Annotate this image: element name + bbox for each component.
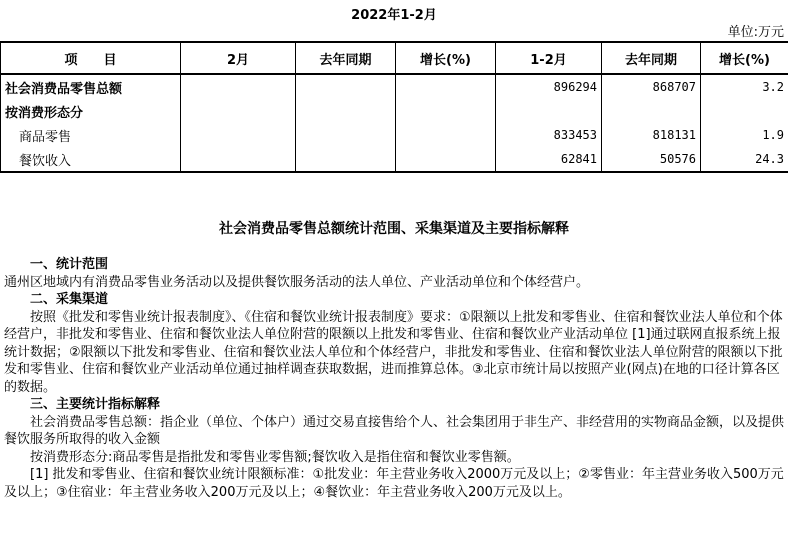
row-feb-growth — [396, 147, 496, 172]
row-ytd — [496, 99, 602, 123]
row-ytd-growth: 3.2 — [701, 74, 788, 99]
row-feb-growth — [396, 74, 496, 99]
header-feb: 2月 — [181, 42, 296, 74]
row-ytd-prev: 868707 — [602, 74, 701, 99]
section-heading-scope: 一、统计范围 — [30, 257, 109, 272]
header-ytd-growth: 增长(%) — [701, 42, 788, 74]
row-ytd-prev — [602, 99, 701, 123]
row-feb-growth — [396, 99, 496, 123]
header-feb-growth: 增长(%) — [396, 42, 496, 74]
section-text-channels: 按照《批发和零售业统计报表制度》、《住宿和餐饮业统计报表制度》要求：①限额以上批发和零售业、住宿和餐饮业法人单位和个体经营户，非批发和零售业、住宿和餐饮业法人单位附营的限额以上批发和零售业、住宿和餐饮业产业活动单位 [1]通过联网直报系统上报统计数据；②限额以下批发和零售业、住宿和餐饮业法人单位和个体经营户，非批发和零售业、住宿和餐饮业法人单位附营的限额以下批发和零售业、住宿和餐饮业产业活动单位通过抽样调查获取数据，进而推算总体。③北京市统计局以按照产业(网点)在地的口径计算各区的数据。 — [4, 309, 783, 395]
row-feb — [181, 147, 296, 172]
section-heading-indicators: 三、主要统计指标解释 — [30, 397, 161, 412]
section-text-total-definition: 社会消费品零售总额：指企业（单位、个体户）通过交易直接售给个人、社会集团用于非生产、非经营用的实物商品金额，以及提供餐饮服务所取得的收入金额 — [4, 414, 785, 447]
row-ytd-prev: 50576 — [602, 147, 701, 172]
table-header-row — [1, 42, 788, 74]
header-ytd: 1-2月 — [496, 42, 602, 74]
row-feb-growth — [396, 123, 496, 147]
row-ytd-growth: 24.3 — [701, 147, 788, 172]
row-ytd: 896294 — [496, 74, 602, 99]
table-row — [1, 74, 788, 99]
row-item: 社会消费品零售总额 — [1, 74, 181, 99]
table-row — [1, 99, 788, 123]
row-ytd: 62841 — [496, 147, 602, 172]
row-feb-prev — [296, 147, 396, 172]
row-feb — [181, 74, 296, 99]
section-text-consumption-form: 按消费形态分:商品零售是指批发和零售业零售额;餐饮收入是指住宿和餐饮业零售额。 — [30, 449, 520, 465]
explanation-body — [4, 256, 784, 501]
row-feb — [181, 99, 296, 123]
row-ytd-prev: 818131 — [602, 123, 701, 147]
row-ytd-growth — [701, 99, 788, 123]
table-row — [1, 147, 788, 172]
header-ytd-prev: 去年同期 — [602, 42, 701, 74]
row-item: 按消费形态分 — [1, 99, 181, 123]
section-text-footnote: [1] 批发和零售业、住宿和餐饮业统计限额标准：①批发业：年主营业务收入2000万元及以上；②零售业：年主营业务收入500万元及以上；③住宿业：年主营业务收入200万元及以上；④餐饮业：年主营业务收入200万元及以上。 — [4, 467, 784, 500]
header-feb-prev: 去年同期 — [296, 42, 396, 74]
section-text-scope: 通州区地域内有消费品零售业务活动以及提供餐饮服务活动的法人单位、产业活动单位和个体经营户。 — [4, 274, 590, 290]
header-item: 项 目 — [1, 42, 181, 74]
row-feb-prev — [296, 123, 396, 147]
explanation-title: 社会消费品零售总额统计范围、采集渠道及主要指标解释 — [219, 221, 569, 237]
table-row — [1, 123, 788, 147]
row-ytd-growth: 1.9 — [701, 123, 788, 147]
retail-sales-table — [0, 41, 788, 173]
row-feb — [181, 123, 296, 147]
unit-label: 单位:万元 — [727, 25, 784, 40]
report-period: 2022年1-2月 — [351, 8, 437, 23]
row-feb-prev — [296, 74, 396, 99]
row-feb-prev — [296, 99, 396, 123]
row-item: 商品零售 — [1, 123, 181, 147]
row-item: 餐饮收入 — [1, 147, 181, 172]
section-heading-channels: 二、采集渠道 — [30, 292, 109, 307]
row-ytd: 833453 — [496, 123, 602, 147]
